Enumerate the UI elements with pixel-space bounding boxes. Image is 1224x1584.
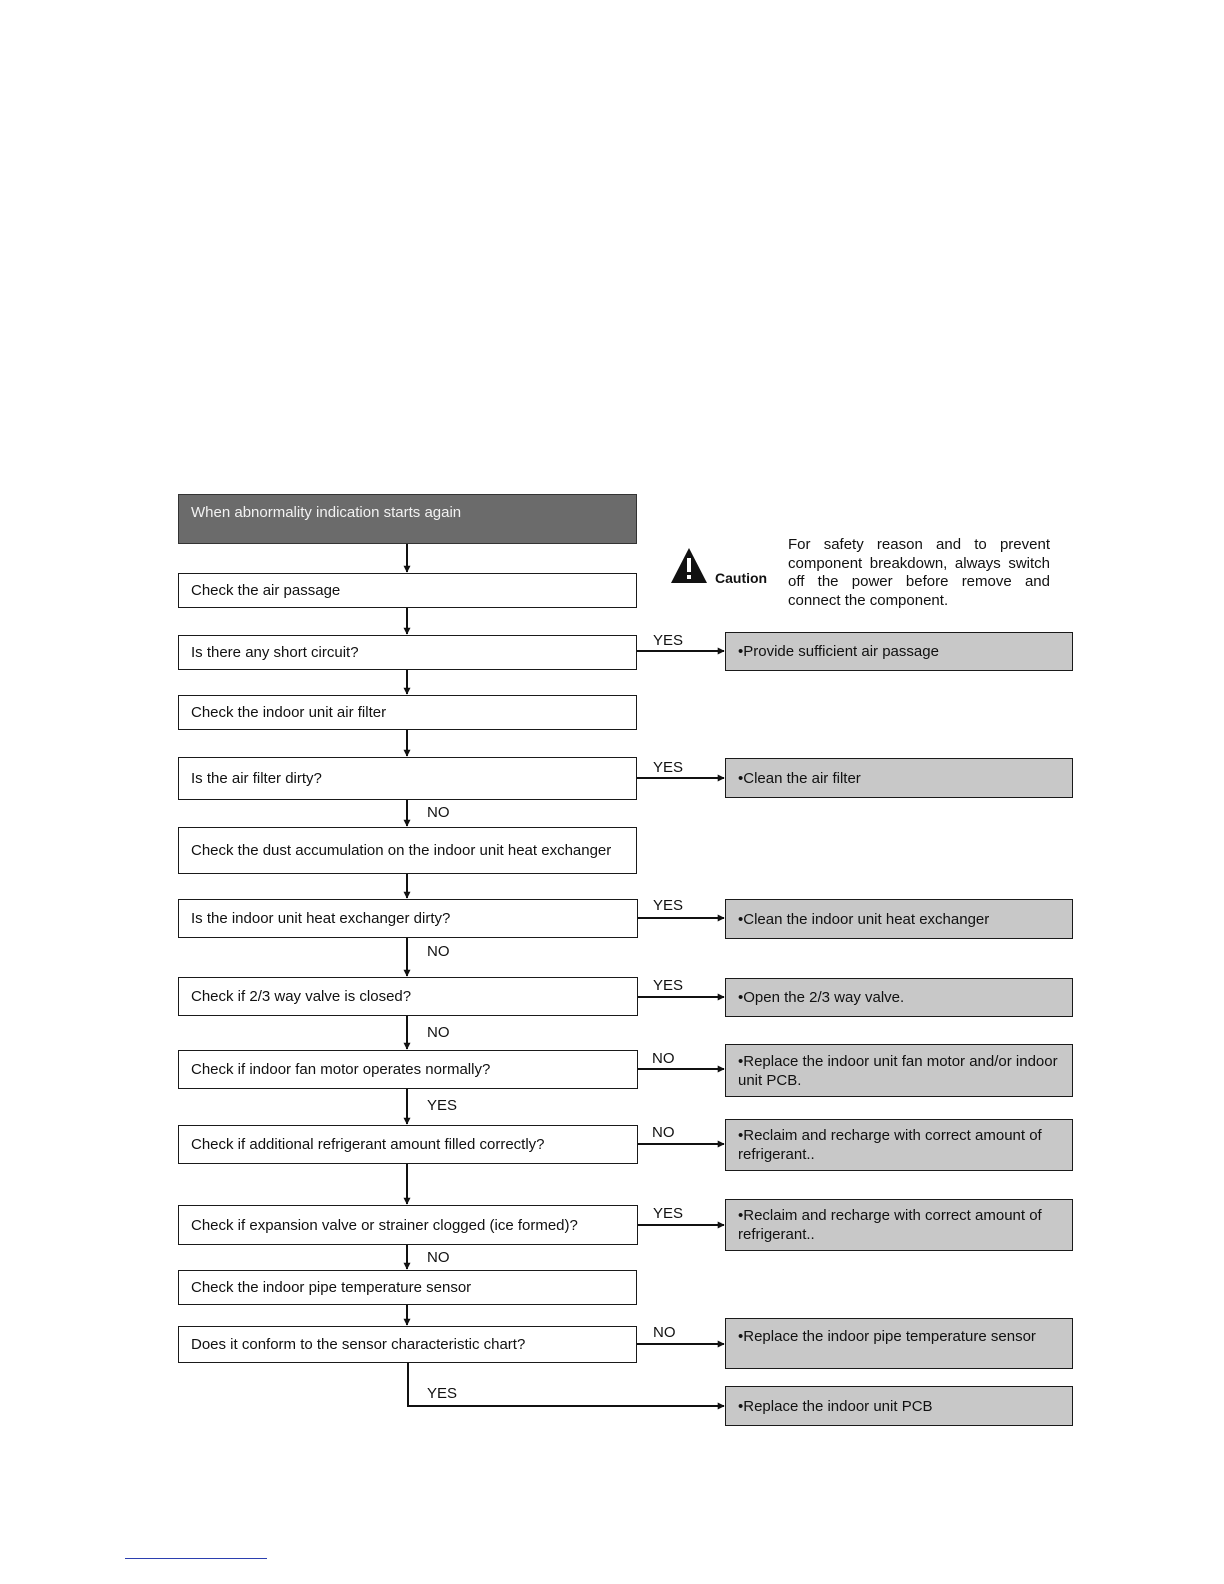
label-yes: YES xyxy=(653,897,684,914)
action-text: •Clean the air filter xyxy=(738,769,861,787)
action-replace-fan xyxy=(725,1044,1073,1097)
start-text: When abnormality indication starts again xyxy=(191,504,462,521)
step-text: Check if indoor fan motor operates normally? xyxy=(191,1061,491,1078)
label-yes: YES xyxy=(653,632,684,649)
step-check-sensor xyxy=(178,1270,637,1305)
label-yes: YES xyxy=(427,1097,458,1114)
label-no: NO xyxy=(427,1249,450,1266)
action-replace-pcb xyxy=(725,1386,1073,1426)
action-text: •Clean the indoor unit heat exchanger xyxy=(738,910,990,928)
step-text: Check the indoor unit air filter xyxy=(191,704,387,721)
label-no: NO xyxy=(427,943,450,960)
action-clean-filter xyxy=(725,758,1073,798)
action-reclaim-1 xyxy=(725,1119,1073,1171)
step-text: Check if 2/3 way valve is closed? xyxy=(191,988,412,1005)
step-text: Is there any short circuit? xyxy=(191,644,359,661)
action-text: •Reclaim and recharge with correct amount of refrigerant.. xyxy=(738,1127,1042,1163)
caution-label: Caution xyxy=(715,570,768,586)
label-yes: YES xyxy=(427,1385,458,1402)
step-text: Check the dust accumulation on the indoor unit heat exchanger xyxy=(191,842,612,859)
step-short-circuit xyxy=(178,635,637,670)
label-no: NO xyxy=(427,1024,450,1041)
label-yes: YES xyxy=(653,759,684,776)
step-text: Is the indoor unit heat exchanger dirty? xyxy=(191,910,451,927)
step-exchanger-dirty xyxy=(178,899,638,938)
step-text: Check the indoor pipe temperature sensor xyxy=(191,1279,472,1296)
step-fan-motor xyxy=(178,1050,638,1089)
label-yes: YES xyxy=(653,977,684,994)
action-replace-sensor xyxy=(725,1318,1073,1369)
step-check-air-passage xyxy=(178,573,637,608)
step-text: Does it conform to the sensor characteristic chart? xyxy=(191,1336,526,1353)
caution-text: For safety reason and to prevent component breakdown, always switch off the power before remove and connect the component. xyxy=(788,536,1050,609)
step-check-dust xyxy=(178,827,637,874)
step-text: Is the air filter dirty? xyxy=(191,770,322,787)
action-text: •Replace the indoor unit fan motor and/or indoor unit PCB. xyxy=(738,1052,1058,1089)
action-open-valve xyxy=(725,978,1073,1017)
action-text: •Provide sufficient air passage xyxy=(738,643,939,660)
action-text: •Open the 2/3 way valve. xyxy=(738,989,905,1006)
footer-rule xyxy=(125,1558,267,1559)
action-clean-exchanger xyxy=(725,899,1073,939)
label-no: NO xyxy=(652,1124,675,1141)
step-text: Check if expansion valve or strainer clogged (ice formed)? xyxy=(191,1216,578,1234)
label-no: NO xyxy=(653,1324,676,1341)
label-yes: YES xyxy=(653,1205,684,1222)
step-text: Check the air passage xyxy=(191,582,341,599)
step-valve-closed xyxy=(178,977,638,1016)
step-text: Check if additional refrigerant amount filled correctly? xyxy=(191,1136,545,1153)
action-provide-air xyxy=(725,632,1073,671)
action-text: •Replace the indoor unit PCB xyxy=(738,1397,933,1415)
caution-triangle-icon xyxy=(671,548,707,583)
start-box xyxy=(178,494,637,544)
step-refrigerant xyxy=(178,1125,638,1164)
step-expansion-valve xyxy=(178,1205,638,1245)
action-reclaim-2 xyxy=(725,1199,1073,1251)
step-filter-dirty xyxy=(178,757,637,800)
label-no: NO xyxy=(652,1050,675,1067)
action-text: •Replace the indoor pipe temperature sensor xyxy=(738,1328,1036,1345)
step-check-filter xyxy=(178,695,637,730)
action-text: •Reclaim and recharge with correct amount of refrigerant.. xyxy=(738,1207,1042,1243)
step-conform-chart xyxy=(178,1326,637,1363)
label-no: NO xyxy=(427,804,450,821)
